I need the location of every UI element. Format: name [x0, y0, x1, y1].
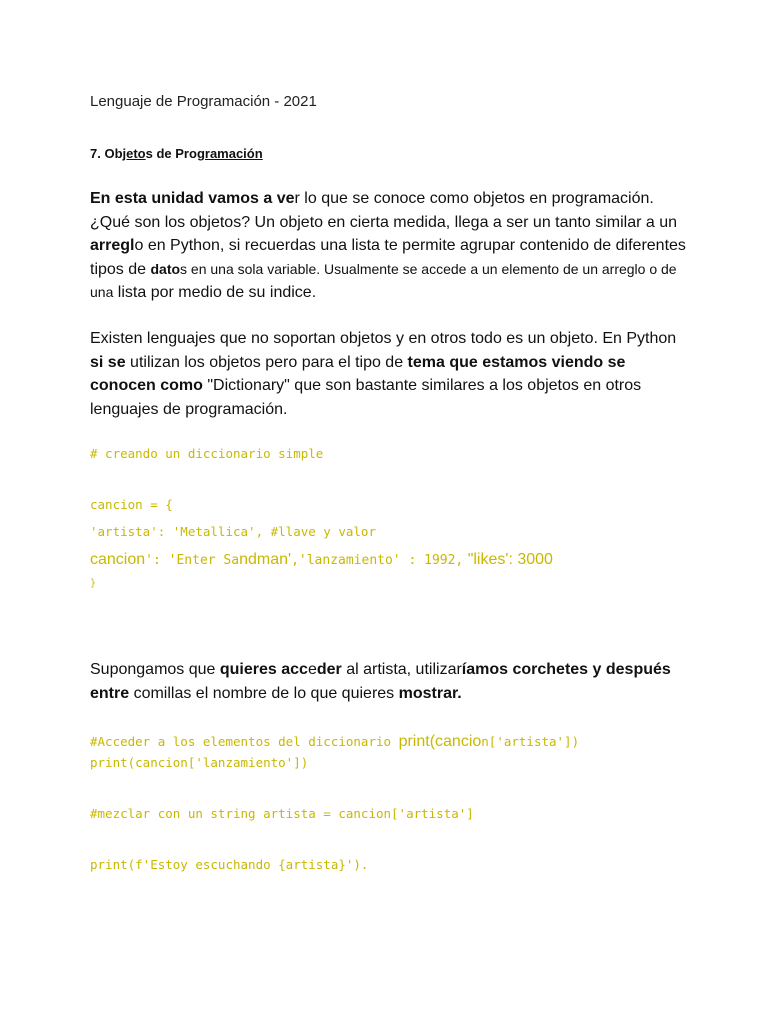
code-fragment: cancion — [90, 551, 146, 568]
section-title-part: 7. Ob — [90, 146, 123, 161]
code-line: 'artista': 'Metallica', #llave y valor — [90, 524, 376, 539]
body-text: al artista, utilizar — [341, 661, 462, 678]
code-line: #mezclar con un string artista = cancion['artista'] — [90, 806, 474, 821]
body-text: res — [371, 684, 399, 702]
section-title-part: gramación — [196, 146, 263, 161]
code-fragment: (cancio — [429, 733, 482, 750]
bold-text: quieres acc — [219, 661, 308, 678]
body-text: Existen lenguajes que no soportan objetos y en otros todo es un objeto. En Python — [90, 330, 677, 347]
body-text: lista por medio de su indice. — [113, 284, 317, 301]
body-text: r lo que se conoce como objetos en programación. ¿Qué son los objetos? Un objeto en cierta medida, llega a ser un tanto similar a un — [90, 190, 677, 231]
body-text: "Dictionary" que son bastante similares a los objetos en otros lenguajes de programación. — [90, 377, 642, 418]
bold-text: tema que estamos viendo se conocen como — [90, 353, 626, 394]
bold-text: si se — [90, 353, 126, 371]
body-text: o en Python, si recuerdas una lista te permite agrupar contenido de diferentes tipos de — [90, 237, 686, 278]
bold-text: arregl — [90, 237, 135, 254]
code-line — [90, 733, 579, 751]
code-comment: # creando un diccionario simple — [90, 446, 324, 461]
bold-text: der — [316, 661, 342, 678]
code-line: print(f'Estoy escuchando {artista}'). — [90, 857, 369, 872]
code-fragment: #Acceder a los elementos del diccionario — [90, 734, 399, 749]
code-line — [90, 551, 553, 569]
bold-text: En esta unidad vamos a ve — [90, 190, 295, 207]
code-line: print(cancion['lanzamiento']) — [90, 755, 309, 770]
code-fragment: print — [398, 733, 430, 750]
paragraph-dictionary — [90, 327, 690, 421]
body-text: Supongamos que — [90, 661, 220, 678]
bold-text: dato — [150, 260, 181, 277]
code-fragment: ndman' — [239, 551, 292, 568]
section-title-part: jeto — [122, 146, 146, 161]
code-fragment: ,'lanzamiento' : 1992, — [291, 553, 464, 568]
paragraph-access — [90, 658, 690, 705]
code-fragment: ': 'Enter Sa — [145, 553, 240, 568]
body-text: utilizan los objetos pero para el tipo de — [125, 353, 408, 371]
body-text: comillas el nombre de lo que quie — [129, 684, 372, 702]
bold-text: mostrar. — [398, 684, 462, 702]
code-line: } — [90, 578, 97, 589]
document-header: Lenguaje de Programación - 2021 — [90, 93, 317, 110]
code-fragment: n['artista']) — [481, 734, 580, 749]
code-fragment: "likes': 3000 — [463, 551, 553, 568]
bold-text: íamos corchetes y después entre — [90, 661, 671, 702]
code-line: cancion = { — [90, 497, 173, 512]
body-text: s en una sola variable. Usualmente se accede a un elemento de un arreglo o de una — [90, 260, 677, 300]
body-text: e — [307, 661, 317, 678]
paragraph-intro — [90, 187, 690, 305]
section-title-part: s de Pro — [145, 146, 197, 161]
section-title — [90, 146, 263, 161]
